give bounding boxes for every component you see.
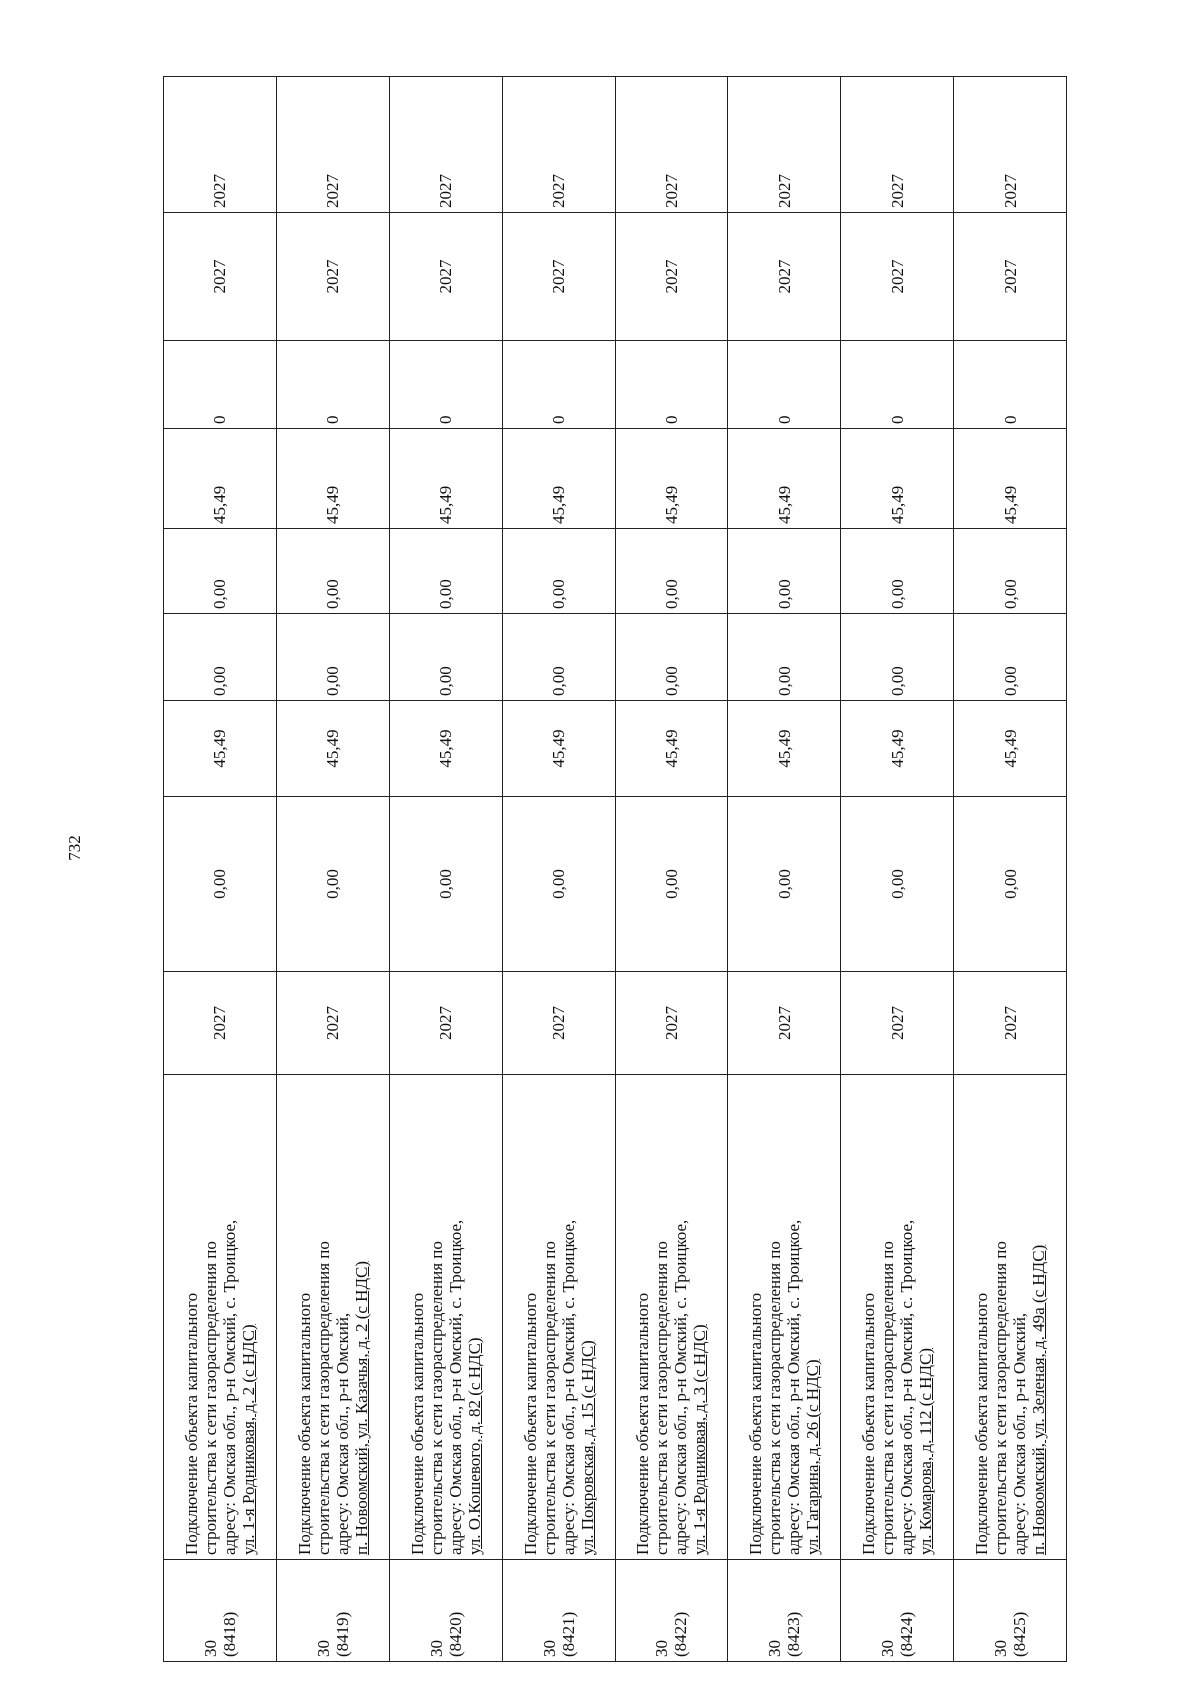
year-start-cell: 2027 [502, 972, 615, 1075]
description-line: строительства к сети газораспределения по [652, 1241, 672, 1555]
total-value-cell: 45,49 [841, 429, 954, 529]
year-end-cell: 2027 [954, 77, 1067, 213]
row-code: (8422) [671, 1611, 691, 1657]
year-end-cell: 2027 [389, 77, 502, 213]
zero-cell: 0 [276, 341, 389, 429]
description-line: адресу: Омская обл., р-н Омский, с. Троицкое, [784, 1219, 804, 1555]
total-value-cell: 45,49 [389, 429, 502, 529]
value-cell: 0,00 [164, 797, 277, 972]
investment-table [163, 76, 1067, 1662]
value-cell: 0,00 [389, 797, 502, 972]
year-cell: 2027 [502, 213, 615, 341]
description-address-line: п. Новоомский, ул. Казачья, д. 2 (с НДС) [351, 1260, 371, 1555]
description-cell [389, 1075, 502, 1560]
value-cell: 0,00 [615, 797, 728, 972]
description-line: адресу: Омская обл., р-н Омский, [332, 1312, 352, 1555]
total-value-cell: 45,49 [164, 429, 277, 529]
value-cell: 0,00 [276, 797, 389, 972]
table-row [502, 77, 615, 1662]
value-cell: 0,00 [954, 797, 1067, 972]
row-code: (8423) [784, 1611, 804, 1657]
description-line: строительства к сети газораспределения по [878, 1241, 898, 1555]
description-line: адресу: Омская обл., р-н Омский, [1010, 1312, 1030, 1555]
year-start-cell: 2027 [164, 972, 277, 1075]
table-row [276, 77, 389, 1662]
value-cell: 0,00 [502, 614, 615, 701]
description-cell [954, 1075, 1067, 1560]
row-number: 30 [539, 1640, 559, 1657]
value-cell: 0,00 [502, 797, 615, 972]
zero-cell: 0 [841, 341, 954, 429]
description-line: адресу: Омская обл., р-н Омский, с. Троицкое, [897, 1219, 917, 1555]
year-start-cell: 2027 [276, 972, 389, 1075]
year-start-cell: 2027 [615, 972, 728, 1075]
description-line: Подключение объекта капитального [520, 1292, 540, 1555]
year-start-cell: 2027 [389, 972, 502, 1075]
total-value-cell: 45,49 [728, 701, 841, 797]
year-cell: 2027 [389, 213, 502, 341]
year-cell: 2027 [841, 213, 954, 341]
description-address-line: п. Новоомский, ул. Зеленая, д. 49а (с НДС) [1029, 1244, 1049, 1555]
table-row [389, 77, 502, 1662]
description-line: строительства к сети газораспределения по [426, 1241, 446, 1555]
year-end-cell: 2027 [502, 77, 615, 213]
description-line: строительства к сети газораспределения по [991, 1241, 1011, 1555]
row-number-cell [615, 1560, 728, 1662]
total-value-cell: 45,49 [954, 429, 1067, 529]
value-cell: 0,00 [389, 529, 502, 614]
total-value-cell: 45,49 [276, 701, 389, 797]
total-value-cell: 45,49 [164, 701, 277, 797]
value-cell: 0,00 [502, 529, 615, 614]
value-cell: 0,00 [615, 614, 728, 701]
zero-cell: 0 [728, 341, 841, 429]
row-code: (8420) [445, 1611, 465, 1657]
row-number-cell [841, 1560, 954, 1662]
total-value-cell: 45,49 [276, 429, 389, 529]
value-cell: 0,00 [389, 614, 502, 701]
table-row [615, 77, 728, 1662]
row-number: 30 [200, 1640, 220, 1657]
description-line: Подключение объекта капитального [859, 1292, 879, 1555]
row-number-cell [502, 1560, 615, 1662]
row-number-cell [728, 1560, 841, 1662]
total-value-cell: 45,49 [615, 429, 728, 529]
row-code: (8424) [897, 1611, 917, 1657]
total-value-cell: 45,49 [502, 701, 615, 797]
description-cell [502, 1075, 615, 1560]
year-cell: 2027 [615, 213, 728, 341]
description-line: Подключение объекта капитального [972, 1292, 992, 1555]
description-line: Подключение объекта капитального [407, 1292, 427, 1555]
value-cell: 0,00 [841, 529, 954, 614]
value-cell: 0,00 [841, 797, 954, 972]
description-line: Подключение объекта капитального [633, 1292, 653, 1555]
value-cell: 0,00 [164, 529, 277, 614]
zero-cell: 0 [164, 341, 277, 429]
year-start-cell: 2027 [728, 972, 841, 1075]
zero-cell: 0 [954, 341, 1067, 429]
row-number: 30 [426, 1640, 446, 1657]
value-cell: 0,00 [615, 529, 728, 614]
page-number: 732 [65, 835, 84, 861]
total-value-cell: 45,49 [841, 701, 954, 797]
rotated-table-container [163, 77, 1067, 1662]
year-cell: 2027 [164, 213, 277, 341]
description-line: строительства к сети газораспределения по [539, 1241, 559, 1555]
description-address-line: ул. 1-я Родниковая, д. 2 (с НДС) [238, 1324, 258, 1555]
table-body [164, 77, 1067, 1662]
row-number: 30 [765, 1640, 785, 1657]
zero-cell: 0 [389, 341, 502, 429]
year-end-cell: 2027 [728, 77, 841, 213]
year-cell: 2027 [954, 213, 1067, 341]
table-row [164, 77, 277, 1662]
year-start-cell: 2027 [841, 972, 954, 1075]
value-cell: 0,00 [164, 614, 277, 701]
description-cell [615, 1075, 728, 1560]
description-address-line: ул. Покровская, д. 15 (с НДС) [577, 1340, 597, 1555]
row-number-cell [954, 1560, 1067, 1662]
row-code: (8425) [1010, 1611, 1030, 1657]
total-value-cell: 45,49 [389, 701, 502, 797]
value-cell: 0,00 [954, 529, 1067, 614]
description-line: адресу: Омская обл., р-н Омский, с. Троицкое, [671, 1219, 691, 1555]
year-end-cell: 2027 [276, 77, 389, 213]
total-value-cell: 45,49 [728, 429, 841, 529]
row-number-cell [276, 1560, 389, 1662]
zero-cell: 0 [615, 341, 728, 429]
row-code: (8421) [558, 1611, 578, 1657]
description-cell [728, 1075, 841, 1560]
year-end-cell: 2027 [615, 77, 728, 213]
year-end-cell: 2027 [164, 77, 277, 213]
table-row [728, 77, 841, 1662]
value-cell: 0,00 [728, 797, 841, 972]
description-line: строительства к сети газораспределения по [200, 1241, 220, 1555]
row-number: 30 [991, 1640, 1011, 1657]
row-number-cell [164, 1560, 277, 1662]
description-line: строительства к сети газораспределения по [313, 1241, 333, 1555]
description-cell [276, 1075, 389, 1560]
row-code: (8418) [219, 1611, 239, 1657]
total-value-cell: 45,49 [615, 701, 728, 797]
year-start-cell: 2027 [954, 972, 1067, 1075]
value-cell: 0,00 [276, 614, 389, 701]
description-line: строительства к сети газораспределения по [765, 1241, 785, 1555]
description-line: Подключение объекта капитального [746, 1292, 766, 1555]
description-line: Подключение объекта капитального [294, 1292, 314, 1555]
total-value-cell: 45,49 [954, 701, 1067, 797]
description-line: адресу: Омская обл., р-н Омский, с. Троицкое, [219, 1219, 239, 1555]
table-row [841, 77, 954, 1662]
row-code: (8419) [332, 1611, 352, 1657]
description-address-line: ул. Комарова, д. 112 (с НДС) [916, 1347, 936, 1555]
row-number-cell [389, 1560, 502, 1662]
description-cell [841, 1075, 954, 1560]
total-value-cell: 45,49 [502, 429, 615, 529]
value-cell: 0,00 [276, 529, 389, 614]
description-line: адресу: Омская обл., р-н Омский, с. Троицкое, [445, 1219, 465, 1555]
year-cell: 2027 [276, 213, 389, 341]
description-address-line: ул. Гагарина, д. 26 (с НДС) [803, 1359, 823, 1555]
year-cell: 2027 [728, 213, 841, 341]
description-cell [164, 1075, 277, 1560]
row-number: 30 [878, 1640, 898, 1657]
description-address-line: ул. О.Кошевого, д. 82 (с НДС) [464, 1337, 484, 1555]
table-row [954, 77, 1067, 1662]
value-cell: 0,00 [728, 614, 841, 701]
zero-cell: 0 [502, 341, 615, 429]
description-line: Подключение объекта капитального [181, 1292, 201, 1555]
year-end-cell: 2027 [841, 77, 954, 213]
row-number: 30 [652, 1640, 672, 1657]
description-address-line: ул. 1-я Родниковая, д. 3 (с НДС) [690, 1324, 710, 1555]
value-cell: 0,00 [841, 614, 954, 701]
value-cell: 0,00 [728, 529, 841, 614]
value-cell: 0,00 [954, 614, 1067, 701]
row-number: 30 [313, 1640, 333, 1657]
description-line: адресу: Омская обл., р-н Омский, с. Троицкое, [558, 1219, 578, 1555]
